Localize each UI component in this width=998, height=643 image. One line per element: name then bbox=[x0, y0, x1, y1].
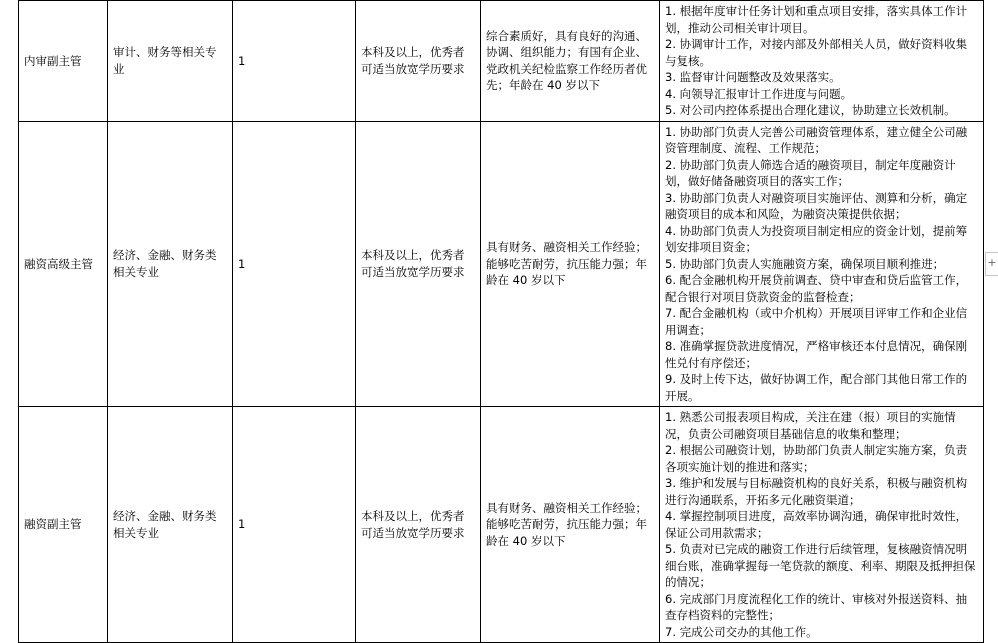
duty-item: 2. 协助部门负责人筛选合适的融资项目，制定年度融资计划，做好储备融资项目的落实工作； bbox=[665, 157, 956, 188]
table-row bbox=[19, 1, 984, 122]
duty-item: 2. 协调审计工作，对接内部及外部相关人员，做好资料收集与复核。 bbox=[665, 37, 968, 68]
expand-tab-button[interactable]: + bbox=[985, 252, 998, 276]
duties-cell bbox=[660, 1, 984, 122]
duty-item: 1. 熟悉公司报表项目构成，关注在建（报）项目的实施情况，负责公司融资项目基础信息的收集和整理； bbox=[665, 410, 956, 441]
duties-cell bbox=[660, 407, 984, 643]
major-cell: 经济、金融、财务类相关专业 bbox=[108, 121, 233, 407]
count-cell: 1 bbox=[233, 1, 356, 122]
duty-item: 4. 协助部门负责人为投资项目制定相应的资金计划，提前筹划安排项目资金； bbox=[665, 223, 968, 254]
requirements-cell: 具有财务、融资相关工作经验；能够吃苦耐劳，抗压能力强；年龄在 40 岁以下 bbox=[481, 407, 660, 643]
duty-item: 8. 准确掌握贷款进度情况，严格审核还本付息情况，确保刚性兑付有序偿还； bbox=[665, 339, 968, 370]
position-cell: 融资高级主管 bbox=[19, 121, 108, 407]
duty-item: 5. 负责对已完成的融资工作进行后续管理，复核融资情况明细台账，准确掌握每一笔贷款的额度、利率、期限及抵押担保的情况； bbox=[665, 542, 976, 589]
duty-item: 4. 向领导汇报审计工作进度与问题。 bbox=[665, 86, 853, 101]
position-cell: 内审副主管 bbox=[19, 1, 108, 122]
duty-item: 5. 协助部门负责人实施融资方案，确保项目顺利推进； bbox=[665, 256, 945, 271]
major-cell: 经济、金融、财务类相关专业 bbox=[108, 407, 233, 643]
duty-item: 6. 完成部门月度流程化工作的统计、审核对外报送资料、抽查存档资料的完整性； bbox=[665, 591, 968, 622]
duty-item: 4. 掌握控制项目进度，高效率协调沟通，确保审批时效性，保证公司用款需求； bbox=[665, 509, 968, 540]
duty-item: 1. 根据年度审计任务计划和重点项目安排，落实具体工作计划，推动公司相关审计项目。 bbox=[665, 4, 968, 35]
table-row bbox=[19, 407, 984, 643]
duty-item: 3. 协助部门负责人对融资项目实施评估、测算和分析，确定融资项目的成本和风险，为融资决策提供依据； bbox=[665, 190, 968, 221]
duties-cell bbox=[660, 121, 984, 407]
requirements-cell: 综合素质好，具有良好的沟通、协调、组织能力；有国有企业、党政机关纪检监察工作经历者优先；年龄在 40 岁以下 bbox=[481, 1, 660, 122]
table-row bbox=[19, 121, 984, 407]
duty-item: 7. 完成公司交办的其他工作。 bbox=[665, 624, 818, 639]
count-cell: 1 bbox=[233, 121, 356, 407]
education-cell: 本科及以上，优秀者可适当放宽学历要求 bbox=[356, 407, 481, 643]
duty-item: 3. 维护和发展与目标融资机构的良好关系，积极与融资机构进行沟通联系，开拓多元化融资渠道； bbox=[665, 476, 968, 507]
duty-item: 3. 监督审计问题整改及效果落实。 bbox=[665, 70, 841, 84]
duty-item: 1. 协助部门负责人完善公司融资管理体系，建立健全公司融资管理制度、流程、工作规范； bbox=[665, 124, 968, 155]
job-table bbox=[18, 0, 984, 643]
duty-item: 5. 对公司内控体系提出合理化建议，协助建立长效机制。 bbox=[665, 103, 956, 117]
count-cell: 1 bbox=[233, 407, 356, 643]
education-cell: 本科及以上，优秀者可适当放宽学历要求 bbox=[356, 121, 481, 407]
education-cell: 本科及以上，优秀者可适当放宽学历要求 bbox=[356, 1, 481, 122]
major-cell: 审计、财务等相关专业 bbox=[108, 1, 233, 122]
position-cell: 融资副主管 bbox=[19, 407, 108, 643]
requirements-cell: 具有财务、融资相关工作经验；能够吃苦耐劳，抗压能力强；年龄在 40 岁以下 bbox=[481, 121, 660, 407]
duty-item: 9. 及时上传下达，做好协调工作，配合部门其他日常工作的开展。 bbox=[665, 372, 968, 403]
duty-item: 6. 配合金融机构开展贷前调查、贷中审查和贷后监管工作，配合银行对项目贷款资金的监督检查； bbox=[665, 273, 968, 304]
duty-item: 7. 配合金融机构（或中介机构）开展项目评审工作和企业信用调查； bbox=[665, 306, 968, 337]
duty-item: 2. 根据公司融资计划，协助部门负责人制定实施方案，负责各项实施计划的推进和落实； bbox=[665, 443, 968, 474]
